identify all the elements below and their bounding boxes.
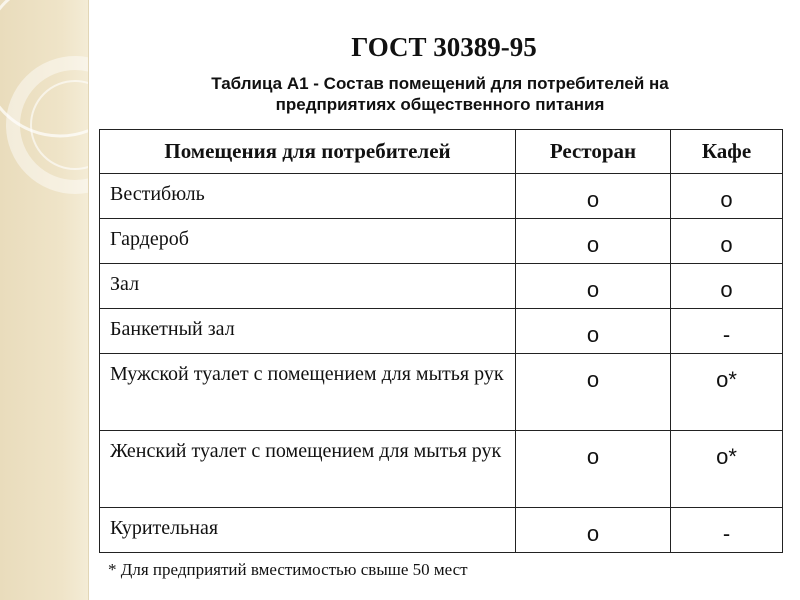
restaurant-value: о <box>586 232 600 257</box>
room-cell <box>100 174 516 219</box>
column-header-cafe: Кафе <box>671 130 783 174</box>
cafe-cell <box>671 508 783 553</box>
cafe-cell <box>671 354 783 431</box>
room-name: Гардероб <box>110 228 189 250</box>
table-row <box>100 174 783 219</box>
table-row <box>100 508 783 553</box>
room-cell <box>100 508 516 553</box>
room-cell <box>100 431 516 508</box>
page-title: ГОСТ 30389-95 <box>351 32 537 62</box>
cafe-value: о* <box>716 444 737 469</box>
restaurant-cell <box>516 354 671 431</box>
cafe-value: о <box>720 277 733 302</box>
table-caption-line-2: предприятиях общественного питания <box>275 95 605 114</box>
restaurant-value: о <box>586 322 600 347</box>
cafe-cell <box>671 219 783 264</box>
restaurant-cell <box>516 508 671 553</box>
column-header-rooms: Помещения для потребителей <box>100 130 516 174</box>
restaurant-value: о <box>586 277 600 302</box>
cafe-cell <box>671 174 783 219</box>
decorative-side-panel <box>0 0 89 600</box>
column-header-restaurant: Ресторан <box>516 130 671 174</box>
room-cell <box>100 309 516 354</box>
table-header-row <box>100 130 783 174</box>
restaurant-cell <box>516 219 671 264</box>
cafe-cell <box>671 431 783 508</box>
cafe-cell <box>671 309 783 354</box>
cafe-value: о* <box>716 367 737 392</box>
room-cell <box>100 219 516 264</box>
cafe-cell <box>671 264 783 309</box>
room-cell <box>100 354 516 431</box>
cafe-value: о <box>720 187 733 212</box>
table-row <box>100 354 783 431</box>
room-name: Курительная <box>110 517 219 539</box>
room-cell <box>100 264 516 309</box>
restaurant-value: о <box>586 367 600 392</box>
cafe-value: - <box>722 521 731 546</box>
table-caption-line-1: Таблица А1 - Состав помещений для потребителей на <box>211 74 669 93</box>
room-name: Мужской туалет с помещением для мытья рук <box>110 363 504 385</box>
table-caption <box>120 73 760 115</box>
decorative-circles <box>0 0 88 600</box>
room-name: Женский туалет с помещением для мытья рук <box>110 440 502 462</box>
restaurant-cell <box>516 174 671 219</box>
footnote: * Для предприятий вместимостью свыше 50 мест <box>108 560 468 579</box>
rooms-table <box>99 129 783 553</box>
restaurant-value: о <box>586 444 600 469</box>
restaurant-cell <box>516 309 671 354</box>
cafe-value: - <box>722 322 731 347</box>
restaurant-cell <box>516 264 671 309</box>
restaurant-value: о <box>586 521 600 546</box>
room-name: Зал <box>110 273 140 295</box>
room-name: Банкетный зал <box>110 318 235 340</box>
room-name: Вестибюль <box>110 183 205 205</box>
table-row <box>100 309 783 354</box>
table-row <box>100 264 783 309</box>
restaurant-cell <box>516 431 671 508</box>
table-row <box>100 431 783 508</box>
table-row <box>100 219 783 264</box>
restaurant-value: о <box>586 187 600 212</box>
cafe-value: о <box>720 232 733 257</box>
